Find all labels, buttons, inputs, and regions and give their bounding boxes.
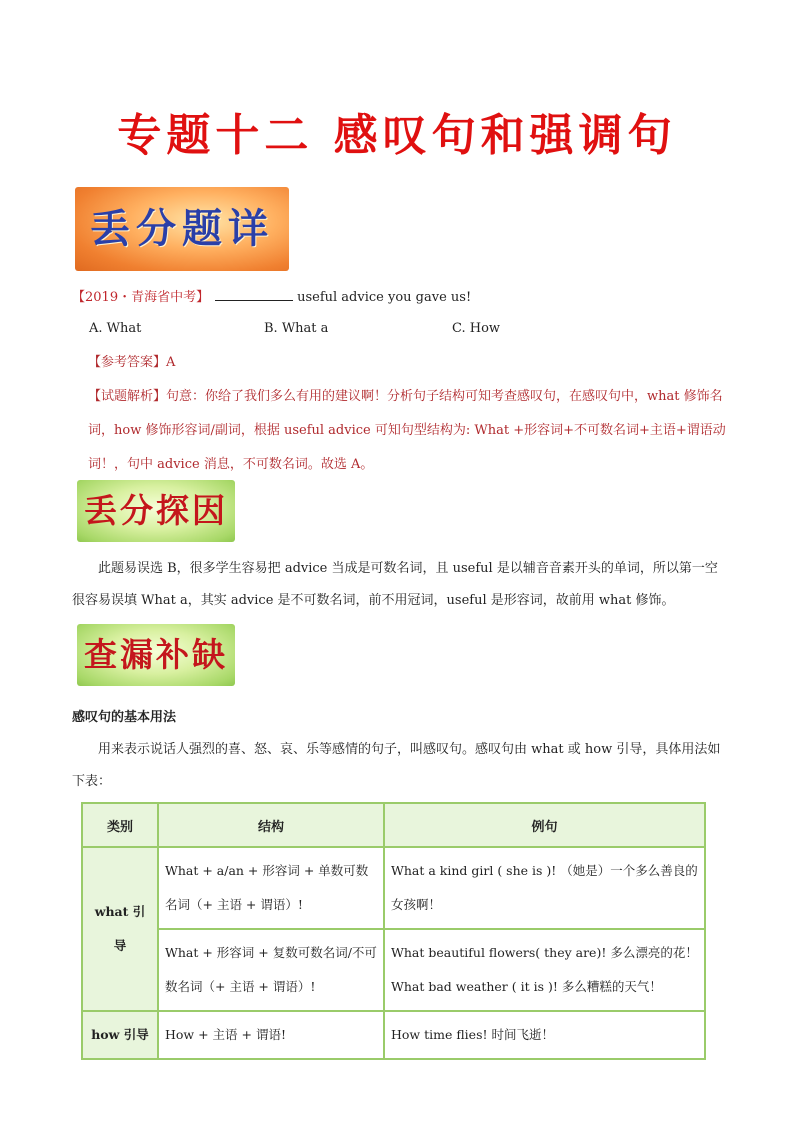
banner-error-detail: [75, 187, 289, 271]
banner-error-cause-label: 丢分探因: [84, 491, 228, 530]
structure-cell: What + 形容词 + 复数可数名词/不可数名词（+ 主语 + 谓语）!: [158, 929, 384, 1011]
category-how: how 引导: [82, 1011, 158, 1059]
structure-cell: What + a/an + 形容词 + 单数可数名词（+ 主语 + 谓语）!: [158, 847, 384, 929]
answer-block: [88, 346, 728, 482]
structure-cell: How + 主语 + 谓语!: [158, 1011, 384, 1059]
table-row: [82, 1011, 705, 1059]
example-line: What beautiful flowers( they are)! 多么漂亮的花！: [391, 945, 698, 960]
banner-error-detail-label: 丢分题详: [90, 205, 274, 252]
analysis-paragraph: [88, 380, 728, 482]
table-row: [82, 847, 705, 929]
example-cell: How time flies! 时间飞逝！: [384, 1011, 705, 1059]
section-heading: 感叹句的基本用法: [72, 710, 177, 725]
category-what: what 引导: [82, 847, 158, 1011]
page-title: 专题十二 感叹句和强调句: [117, 110, 677, 161]
banner-fill-gaps-label: 查漏补缺: [84, 635, 228, 674]
header-category: 类别: [82, 803, 158, 847]
header-structure: 结构: [158, 803, 384, 847]
analysis-text: 句意：你给了我们多么有用的建议啊！分析句子结构可知考查感叹句，在感叹句中，what 修饰名词，how 修饰形容词/副词，根据 useful advice 可知句型结构为: What +形容词+不可数名词+主语+谓语动词！，句中 advice 消息，不可数名词。故选 A。: [88, 389, 726, 472]
answer-blank: [215, 288, 293, 301]
analysis-label: 【试题解析】: [88, 389, 167, 404]
question-stem: useful advice you gave us!: [297, 290, 472, 305]
option-a: A. What: [89, 321, 142, 336]
option-c: C. How: [452, 321, 501, 336]
example-line: What bad weather ( it is )! 多么糟糕的天气！: [391, 979, 662, 994]
answer-label: 【参考答案】: [88, 355, 167, 370]
banner-error-cause: [77, 480, 235, 542]
answer-value: A: [166, 355, 176, 370]
grammar-table: [81, 802, 706, 1060]
table-row: [82, 929, 705, 1011]
example-cell: What a kind girl ( she is )! （她是）一个多么善良的女孩啊！: [384, 847, 705, 929]
example-cell: [384, 929, 705, 1011]
section-intro: 用来表示说话人强烈的喜、怒、哀、乐等感情的句子，叫感叹句。感叹句由 what 或 how 引导，具体用法如下表：: [72, 742, 721, 789]
question-source: 【2019・青海省中考】: [72, 290, 210, 305]
cause-paragraph: 此题易误选 B，很多学生容易把 advice 当成是可数名词，且 useful 是以辅音音素开头的单词，所以第一空很容易误填 What a，其实 advice 是不可数名词，前不用冠词，useful 是形容词，故前用 what 修饰。: [72, 561, 718, 608]
question-stem-line: [72, 288, 471, 307]
answer-line: [88, 346, 728, 380]
table-header-row: [82, 803, 705, 847]
banner-fill-gaps: [77, 624, 235, 686]
header-example: 例句: [384, 803, 705, 847]
option-b: B. What a: [264, 321, 329, 336]
